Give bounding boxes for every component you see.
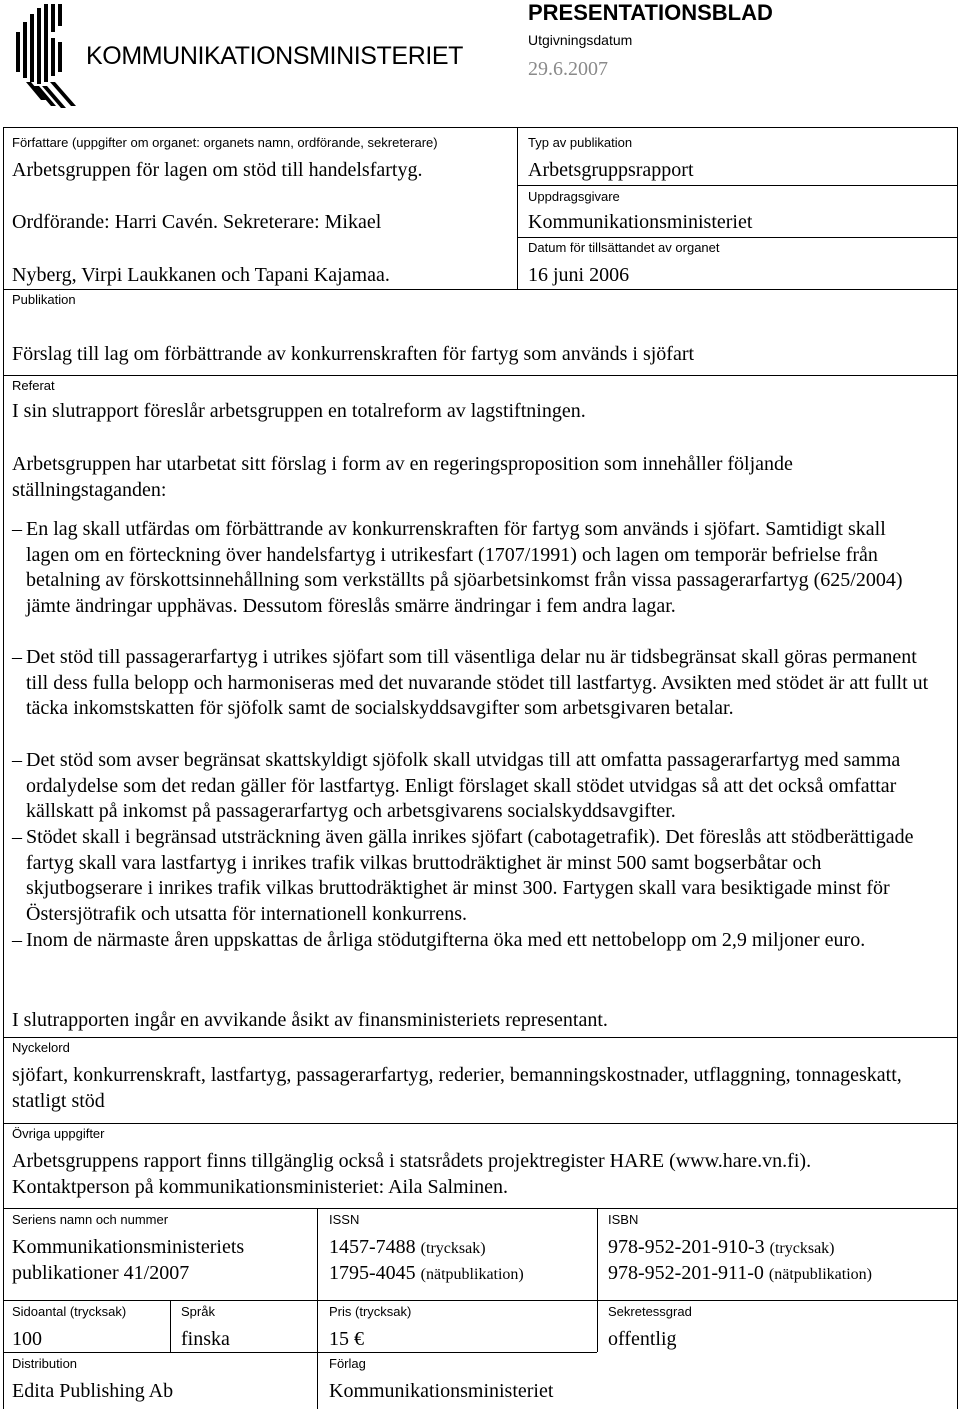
isbn-web: 978-952-201-911-0 — [608, 1262, 764, 1284]
appointed-label: Datum för tillsättandet av organet — [528, 240, 720, 255]
authors-label: Författare (uppgifter om organet: organets namn, ordförande, sekreterare) — [12, 135, 438, 150]
ministry-logo — [12, 2, 82, 110]
abstract-bullet-2 — [12, 645, 932, 722]
abstract-bullet-5 — [12, 928, 932, 954]
abstract-bullet-4 — [12, 825, 932, 928]
publisher-label: Förlag — [329, 1356, 366, 1371]
commissioner-value: Kommunikationsministeriet — [528, 211, 753, 233]
abstract-paragraph-1: I sin slutrapport föreslår arbetsgruppen en totalreform av lagstiftningen. — [12, 400, 586, 422]
pub-type-value: Arbetsgruppsrapport — [528, 159, 694, 181]
divider-other-series — [3, 1208, 958, 1209]
bullet-dash: – — [12, 646, 22, 668]
isbn-web-row — [608, 1260, 872, 1288]
doc-type-title: PRESENTATIONSBLAD — [528, 0, 773, 25]
language-label: Språk — [181, 1304, 215, 1319]
abstract-label: Referat — [12, 378, 55, 393]
distribution-label: Distribution — [12, 1356, 78, 1371]
other-line-2: Kontaktperson på kommunikationsministeriet: Aila Salminen. — [12, 1176, 509, 1198]
bullet-text: En lag skall utfärdas om förbättrande av konkurrenskraften för fartyg som används i sjöfart. Samtidigt skall lagen om en förteckning över handelsfartyg i utrikesfart (1707/1991) och lagen om temporär befrielse från betalning av förskottsinnehållning som verkställts på sjöarbetsinkomst från vissa passagerarfartyg (625/2004) jämte ändringar upphävas. Dessutom föreslås smärre ändringar i fem andra lagar. — [26, 518, 903, 618]
issn-print-note: (trycksak) — [420, 1240, 486, 1257]
isbn-web-note: (nätpublikation) — [768, 1266, 872, 1283]
publication-label: Publikation — [12, 292, 76, 307]
price-label: Pris (trycksak) — [329, 1304, 412, 1319]
date-label: Utgivningsdatum — [528, 32, 633, 48]
divider-series-pages — [3, 1300, 958, 1301]
keywords-value: sjöfart, konkurrenskraft, lastfartyg, passagerarfartyg, rederier, bemanningskostnader, utflaggning, tonnageskatt, statligt stöd — [12, 1064, 902, 1112]
other-label: Övriga uppgifter — [12, 1126, 105, 1141]
issn-print: 1457-7488 — [329, 1236, 416, 1258]
bullet-dash: – — [12, 826, 22, 848]
bullet-text: Det stöd som avser begränsat skattskyldigt sjöfolk skall utvidgas till att omfatta passagerarfartyg med samma ordalydelse som det redan gäller för lastfartyg. Enligt förslaget skall stödet utvidgas så att det också omfattar källskatt på inkomst på passagerarfartyg och arbetsgivarens socialskyddsavgifter. — [26, 749, 901, 823]
bullet-dash: – — [12, 518, 22, 540]
series-line-2: publikationer 41/2007 — [12, 1262, 190, 1284]
form-left-border — [3, 127, 4, 1409]
issn-print-row — [329, 1234, 486, 1262]
divider-pages-distribution — [3, 1352, 317, 1353]
divider-pages-language — [170, 1300, 171, 1352]
price-value: 15 € — [329, 1328, 364, 1350]
series-line-1: Kommunikationsministeriets — [12, 1236, 245, 1258]
authors-line-1: Arbetsgruppen för lagen om stöd till handelsfartyg. — [12, 159, 423, 181]
ministry-name: KOMMUNIKATIONSMINISTERIET — [86, 42, 464, 70]
series-label: Seriens namn och nummer — [12, 1212, 169, 1227]
divider-price-publisher — [317, 1352, 597, 1353]
bullet-dash: – — [12, 929, 22, 951]
divider-header-publication — [3, 289, 958, 290]
abstract-bullet-3 — [12, 748, 932, 825]
issn-label: ISSN — [329, 1212, 360, 1227]
divider-type-commissioner — [517, 185, 957, 186]
form-top-border — [3, 127, 958, 128]
authors-line-3: Nyberg, Virpi Laukkanen och Tapani Kajamaa. — [12, 264, 390, 286]
divider-publication-abstract — [3, 375, 958, 376]
secrecy-value: offentlig — [608, 1328, 677, 1350]
date-value: 29.6.2007 — [528, 58, 608, 80]
abstract-bullet-1 — [12, 517, 932, 620]
form-right-border — [957, 127, 958, 1409]
secrecy-label: Sekretessgrad — [608, 1304, 692, 1319]
divider-keywords-other — [3, 1123, 958, 1124]
divider-col-2 — [597, 1208, 598, 1352]
isbn-print-row — [608, 1234, 835, 1262]
distribution-value: Edita Publishing Ab — [12, 1380, 174, 1402]
publication-title: Förslag till lag om förbättrande av konkurrenskraften för fartyg som används i sjöfart — [12, 343, 695, 365]
issn-web: 1795-4045 — [329, 1262, 416, 1284]
publisher-value: Kommunikationsministeriet — [329, 1380, 554, 1402]
isbn-print-note: (trycksak) — [769, 1240, 835, 1257]
issn-web-row — [329, 1260, 524, 1288]
abstract-paragraph-3: I slutrapporten ingår en avvikande åsikt av finansministeriets representant. — [12, 1009, 608, 1031]
divider-author-type — [517, 127, 518, 289]
bullet-dash: – — [12, 749, 22, 771]
commissioner-label: Uppdragsgivare — [528, 189, 620, 204]
divider-abstract-keywords — [3, 1037, 958, 1038]
bullet-text: Inom de närmaste åren uppskattas de årliga stödutgifterna öka med ett nettobelopp om 2,9 miljoner euro. — [26, 929, 866, 951]
pages-label: Sidoantal (trycksak) — [12, 1304, 127, 1319]
language-value: finska — [181, 1328, 230, 1350]
divider-col-1 — [317, 1208, 318, 1409]
keywords-label: Nyckelord — [12, 1040, 70, 1055]
appointed-value: 16 juni 2006 — [528, 264, 630, 286]
abstract-paragraph-2: Arbetsgruppen har utarbetat sitt förslag i form av en regeringsproposition som innehåller följande ställningstaganden: — [12, 453, 793, 501]
isbn-label: ISBN — [608, 1212, 639, 1227]
authors-line-2: Ordförande: Harri Cavén. Sekreterare: Mikael — [12, 211, 382, 233]
divider-commissioner-date — [517, 237, 957, 238]
bullet-text: Stödet skall i begränsad utsträckning även gälla inrikes sjöfart (cabotagetrafik). Det föreslås att stödberättigade fartyg skall vara lastfartyg i inrikes trafik vilkas bruttodräktighet är minst 500 samt bogserbåtar och skjutbogserare i inrikes trafik vilkas bruttodräktighet är minst 300. Fartygen skall vara besiktigade minst för Östersjötrafik och utsatta för internationell konkurrens. — [26, 826, 914, 926]
pub-type-label: Typ av publikation — [528, 135, 633, 150]
issn-web-note: (nätpublikation) — [420, 1266, 524, 1283]
bullet-text: Det stöd till passagerarfartyg i utrikes sjöfart som till väsentliga delar nu är tidsbegränsat skall göras permanent till dess fulla belopp och harmoniseras med det nuvarande stödet till lastfartyg. Avsikten med stödet är att fullt ut täcka inkomstskatten för sjöfolk samt de socialskyddsavgifter som arbetsgivaren betalar. — [26, 646, 929, 720]
other-line-1: Arbetsgruppens rapport finns tillgänglig också i statsrådets projektregister HARE (www.hare.vn.fi). — [12, 1150, 812, 1172]
isbn-print: 978-952-201-910-3 — [608, 1236, 765, 1258]
pages-value: 100 — [12, 1328, 42, 1350]
